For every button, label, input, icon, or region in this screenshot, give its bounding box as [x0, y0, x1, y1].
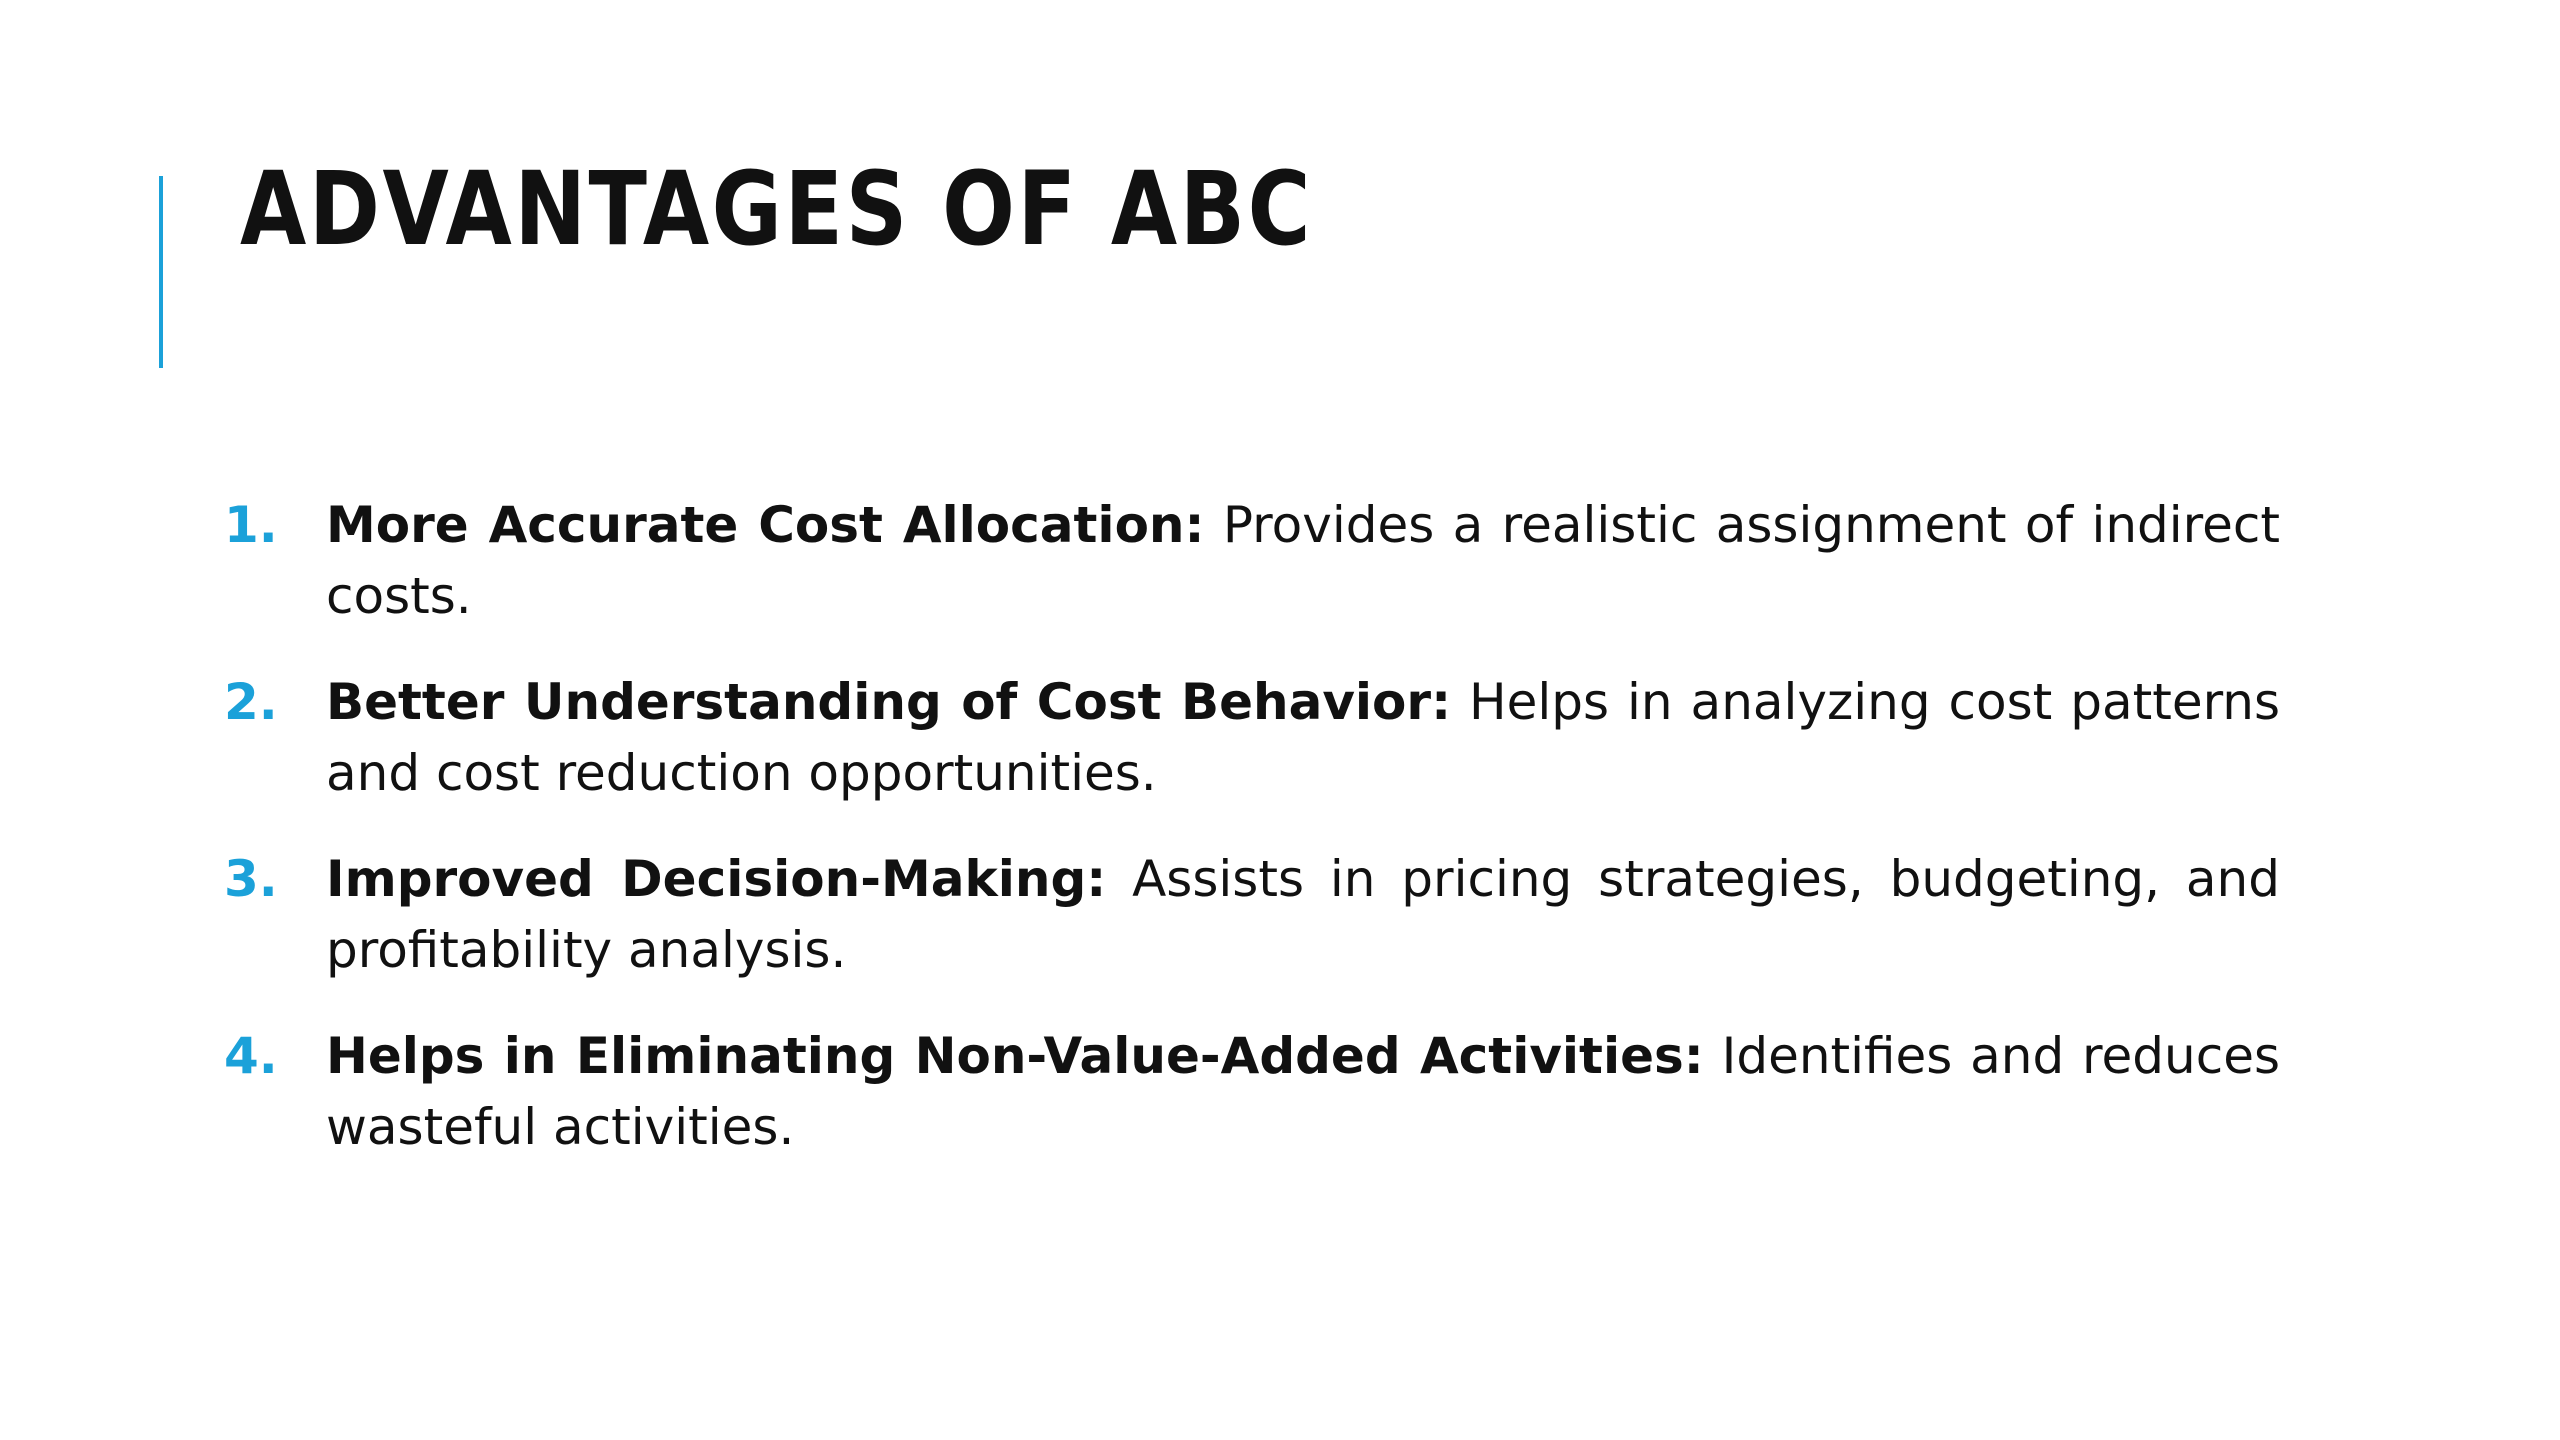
list-item	[220, 1021, 2280, 1163]
list-item-text: Helps in analyzing cost patterns and cost reduction opportunities.	[326, 673, 2280, 802]
list-item	[220, 667, 2280, 809]
list-item	[220, 844, 2280, 986]
list-item-text: Assists in pricing strategies, budgeting, and profitability analysis.	[326, 850, 2280, 979]
list-item	[220, 490, 2280, 632]
title-accent-bar	[159, 176, 163, 368]
list-item-text: Identifies and reduces wasteful activities.	[326, 1027, 2281, 1156]
list-item-text: Provides a realistic assignment of indirect costs.	[326, 496, 2280, 625]
list-item-heading: Better Understanding of Cost Behavior:	[326, 673, 1452, 731]
list-item-number: 3.	[224, 850, 278, 908]
slide-title: ADVANTAGES OF ABC	[240, 150, 1313, 269]
list-item-number: 1.	[224, 496, 278, 554]
list-item-number: 4.	[224, 1027, 278, 1085]
list-item-number: 2.	[224, 673, 278, 731]
advantages-list	[220, 490, 2280, 1198]
list-item-heading: Improved Decision-Making:	[326, 850, 1107, 908]
list-item-heading: More Accurate Cost Allocation:	[326, 496, 1205, 554]
list-item-heading: Helps in Eliminating Non-Value-Added Activities:	[326, 1027, 1704, 1085]
